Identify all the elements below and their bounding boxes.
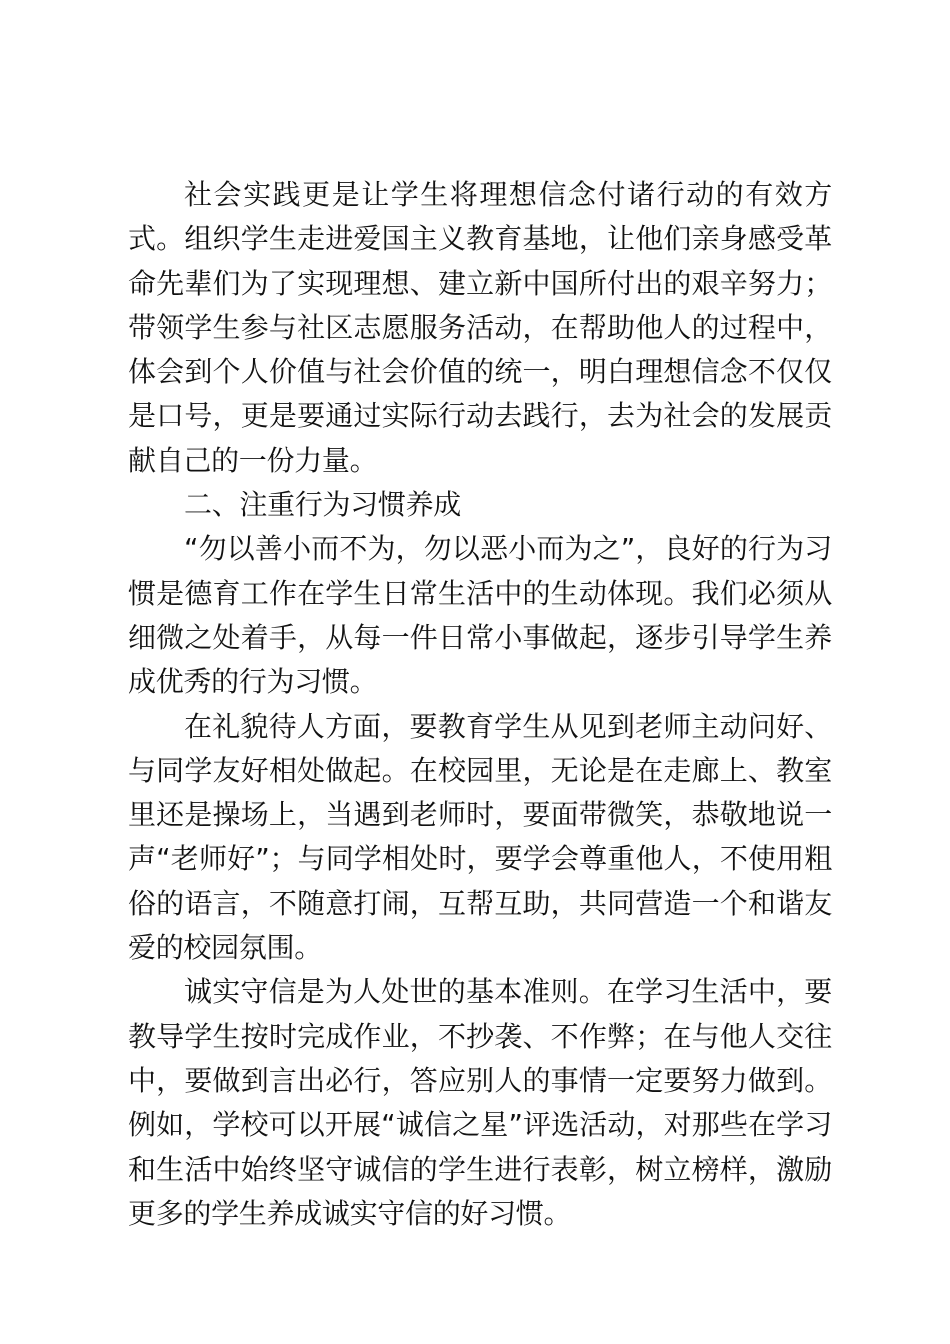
- document-body: [128, 173, 832, 1236]
- paragraph-politeness: 在礼貌待人方面，要教育学生从见到老师主动问好、与同学友好相处做起。在校园里，无论是在走廊上、教室里还是操场上，当遇到老师时，要面带微笑，恭敬地说一声“老师好”；与同学相处时，要学会尊重他人，不使用粗俗的语言，不随意打闹，互帮互助，共同营造一个和谐友爱的校园氛围。: [128, 709, 832, 965]
- paragraph-behavior-intro: “勿以善小而不为，勿以恶小而为之”，良好的行为习惯是德育工作在学生日常生活中的生动体现。我们必须从细微之处着手，从每一件日常小事做起，逐步引导学生养成优秀的行为习惯。: [128, 532, 832, 699]
- section-heading-behavior-habits: 二、注重行为习惯养成: [184, 488, 462, 522]
- paragraph-honesty: 诚实守信是为人处世的基本准则。在学习生活中，要教导学生按时完成作业，不抄袭、不作弊；在与他人交往中，要做到言出必行，答应别人的事情一定要努力做到。例如，学校可以开展“诚信之星”评选活动，对那些在学习和生活中始终坚守诚信的学生进行表彰，树立榜样，激励更多的学生养成诚实守信的好习惯。: [128, 975, 832, 1230]
- paragraph-social-practice: 社会实践更是让学生将理想信念付诸行动的有效方式。组织学生走进爱国主义教育基地，让他们亲身感受革命先辈们为了实现理想、建立新中国所付出的艰辛努力；带领学生参与社区志愿服务活动，在帮助他人的过程中，体会到个人价值与社会价值的统一，明白理想信念不仅仅是口号，更是要通过实际行动去践行，去为社会的发展贡献自己的一份力量。: [128, 178, 832, 477]
